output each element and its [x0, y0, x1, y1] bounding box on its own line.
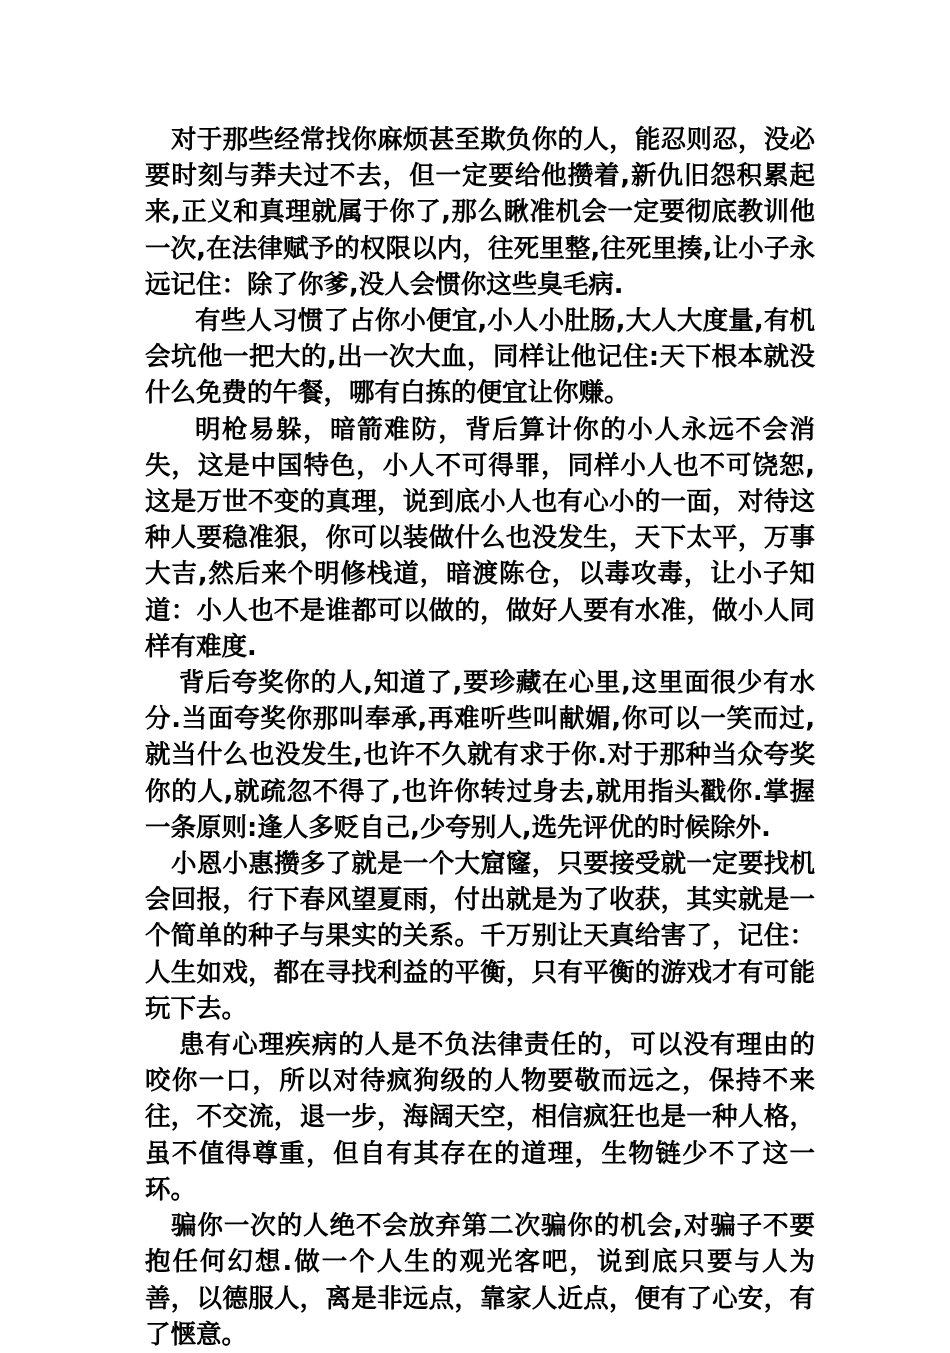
paragraph-3: 明枪易躲，暗箭难防，背后算计你的小人永远不会消失，这是中国特色，小人不可得罪，同样小人也不可饶恕,这是万世不变的真理，说到底小人也有心小的一面，对待这种人要稳准狠，你可以装做什么也没发生，天下太平，万事大吉,然后来个明修栈道，暗渡陈仓，以毒攻毒，让小子知道：小人也不是谁都可以做的，做好人要有水准，做小人同样有难度.: [145, 414, 815, 662]
paragraph-7: 骗你一次的人绝不会放弃第二次骗你的机会,对骗子不要抱任何幻想.做一个人生的观光客吧，说到底只要与人为善，以德服人，离是非远点，靠家人近点，便有了心安，有了惬意。: [145, 1211, 815, 1350]
paragraph-4: 背后夸奖你的人,知道了,要珍藏在心里,这里面很少有水分.当面夸奖你那叫奉承,再难听些叫献媚,你可以一笑而过,就当什么也没发生,也许不久就有求于你.对于那种当众夸奖你的人,就疏忽不得了,也许你转过身去,就用指头戳你.掌握一条原则:逢人多贬自己,少夸别人,选先评优的时候除外.: [145, 668, 815, 843]
paragraph-6: 患有心理疾病的人是不负法律责任的，可以没有理由的咬你一口，所以对待疯狗级的人物要敬而远之，保持不来往，不交流，退一步，海阔天空，相信疯狂也是一种人格，虽不值得尊重，但自有其存在的道理，生物链少不了这一环。: [145, 1030, 815, 1205]
paragraph-1: 对于那些经常找你麻烦甚至欺负你的人，能忍则忍，没必要时刻与莽夫过不去，但一定要给他攒着,新仇旧怨积累起来,正义和真理就属于你了,那么瞅准机会一定要彻底教训他一次,在法律赋予的权限以内，往死里整,往死里揍,让小子永远记住：除了你爹,没人会惯你这些臭毛病.: [145, 125, 815, 300]
paragraph-5: 小恩小惠攒多了就是一个大窟窿，只要接受就一定要找机会回报，行下春风望夏雨，付出就是为了收获，其实就是一个简单的种子与果实的关系。千万别让天真给害了，记住：人生如戏，都在寻找利益的平衡，只有平衡的游戏才有可能玩下去。: [145, 849, 815, 1024]
document-body: [145, 122, 815, 1353]
paragraph-2: 有些人习惯了占你小便宜,小人小肚肠,大人大度量,有机会坑他一把大的,出一次大血，同样让他记住:天下根本就没什么免费的午餐，哪有白拣的便宜让你赚。: [145, 306, 815, 409]
